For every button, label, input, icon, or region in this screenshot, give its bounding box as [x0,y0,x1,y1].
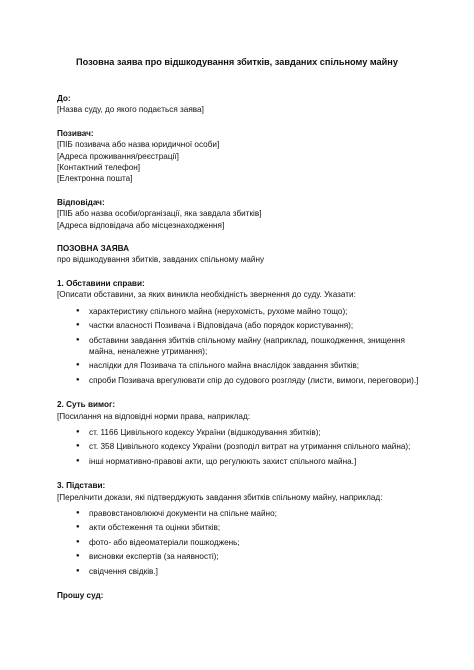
list-item: ● інші нормативно-правові акти, що регулюють захист спільного майна.] [79,456,427,467]
section-grounds [57,480,427,577]
list-item: ● висновки експертів (за наявності); [79,551,427,562]
list-item: ● правовстановлюючі документи на спільне майно; [79,508,427,519]
list-item: ● спроби Позивача врегулювати спір до судового розгляду (листи, вимоги, переговори).] [79,375,427,386]
plaintiff-email: [Електронна пошта] [57,174,133,184]
defendant-block [57,197,427,231]
section1-intro: [Описати обставини, за яких виникла необхідність звернення до суду. Указати: [57,290,356,300]
section3-list [57,508,427,577]
section1-heading: 1. Обставини справи: [57,278,145,288]
list-item: ● характеристику спільного майна (нерухомість, рухоме майно тощо); [79,306,427,317]
plaintiff-heading: Позивач: [57,128,94,138]
list-item: ● ст. 1166 Цивільного кодексу України (відшкодування збитків); [79,427,427,438]
court-name: [Назва суду, до якого подається заява] [57,105,204,115]
section-claims [57,399,427,467]
section2-list [57,427,427,467]
defendant-name: [ПІБ або назва особи/організації, яка завдала збитків] [57,209,262,219]
section-circumstances [57,278,427,386]
section1-list [57,306,427,386]
plaintiff-block [57,128,427,185]
plaintiff-address: [Адреса проживання/реєстрації] [57,151,179,161]
list-item: ● частки власності Позивача і Відповідача (або порядок користування); [79,320,427,331]
defendant-address: [Адреса відповідача або місцезнаходження] [57,220,225,230]
document-body [57,93,427,601]
claim-heading: ПОЗОВНА ЗАЯВА [57,244,129,254]
section2-heading: 2. Суть вимог: [57,400,116,410]
plaintiff-phone: [Контактний телефон] [57,163,141,173]
list-item: ● свідчення свідків.] [79,566,427,577]
list-item: ● обставини завдання збитків спільному майну (наприклад, пошкодження, знищення майна, неналежне утримання); [79,335,427,358]
defendant-heading: Відповідач: [57,197,105,207]
request-heading: Прошу суд: [57,591,104,600]
plaintiff-name: [ПІБ позивача або назва юридичної особи] [57,140,220,150]
section2-intro: [Посилання на відповідні норми права, наприклад: [57,411,251,421]
list-item: ● фото- або відеоматеріали пошкоджень; [79,537,427,548]
request-block [57,590,427,601]
list-item: ● наслідки для Позивача та спільного майна внаслідок завдання збитків; [79,360,427,371]
list-item: ● акти обстеження та оцінки збитків; [79,522,427,533]
section3-heading: 3. Підстави: [57,481,106,491]
list-item: ● ст. 358 Цивільного кодексу України (розподіл витрат на утримання спільного майна); [79,441,427,452]
claim-block [57,243,427,266]
claim-subheading: про відшкодування збитків, завданих спільному майну [57,255,265,265]
court-heading: До: [57,94,71,103]
section3-intro: [Перелічити докази, які підтверджують завдання збитків спільному майну, наприклад: [57,492,383,502]
document-title: Позовна заява про відшкодування збитків, завданих спільному майну [76,57,398,67]
court-block [57,93,427,116]
